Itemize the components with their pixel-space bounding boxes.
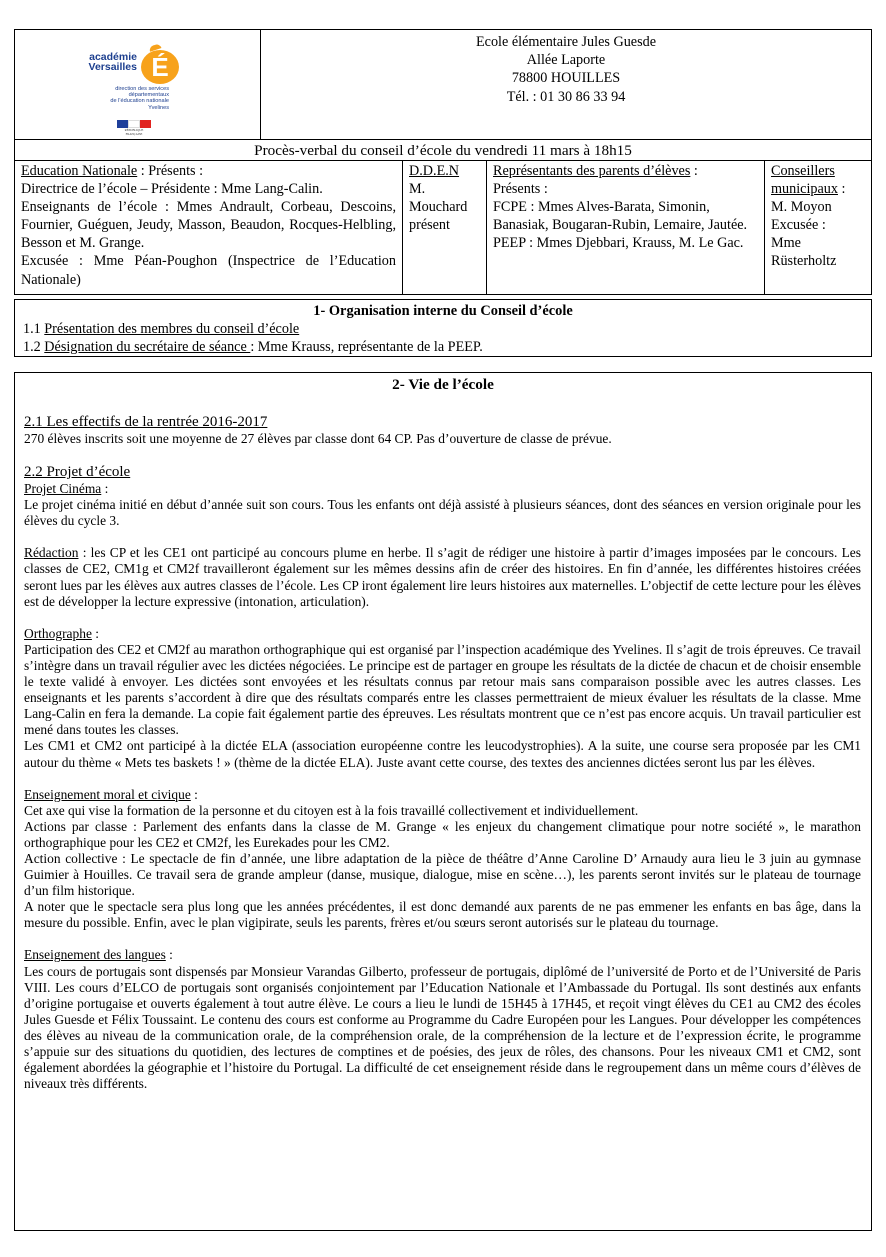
logo-e-icon: É — [141, 50, 179, 84]
logo-cell — [15, 30, 261, 139]
section1-title: 1- Organisation interne du Conseil d’école — [313, 303, 573, 319]
section1-item-2: 1.2 Désignation du secrétaire de séance : Mme Krauss, représentante de la PEEP. — [23, 339, 483, 355]
langues-text: Les cours de portugais sont dispensés par Monsieur Varandas Gilberto, professeur de portugais, diplômé de l’université de Porto et de l’Université de Paris VIII. Les cours d’ELCO de portugais sont organisés conjointement par l’Education Nationale et l’Ambassade du Portugal. Ils sont destinés aux enfants d’origine portugaise et ouverts également à tout autre élève. Le cours a lieu le lundi de 15H45 à 17H45, et reçoit vingt élèves du CE1 au CM2 des écoles Jules Guesde et Félix Toussaint. Le contenu des cours est conforme au Programme du Cadre Européen pour les Langues. Pour développer les compétences des élèves au niveau de la communication orale, de la compréhension orale, de la compréhension de la lecture et de l’expression écrite, le programme s’appuie sur des situations du quotidien, des lectures de comptines et de poésies, des jeux de rôles, des chansons. Pour les niveaux CM1 et CM2, sont également abordées la géographie et l’histoire du Portugal. La difficulté de cet enseignement réside dans le regroupement dans un même cours d’élèves de niveaux très différents. — [24, 963, 861, 1092]
moral-civique-label: Enseignement moral et civique — [24, 786, 191, 802]
header-table — [14, 29, 872, 161]
excused-inspector-line: Excusée : Mme Péan-Poughon (Inspectrice de l’Education Nationale) — [21, 253, 396, 288]
moral-text-1: Cet axe qui vise la formation de la personne et du citoyen est à la fois travaillé collectivement et individuellement. — [24, 802, 639, 818]
education-heading: Education Nationale — [21, 163, 138, 179]
dden-heading: D.D.E.N — [409, 163, 460, 179]
section1-item-1: 1.1 Présentation des membres du conseil d’école — [23, 321, 300, 337]
school-phone: Tél. : 01 30 86 33 94 — [506, 88, 626, 105]
document-title: Procès-verbal du conseil d’école du vendredi 11 mars à 18h15 — [15, 139, 871, 161]
redaction-paragraph: Rédaction : les CP et les CE1 ont participé au concours plume en herbe. Il s’agit de rédiger une histoire à partir d’images imposées par le concours. Les classes de CE2, CM1g et CM2f travailleront également sur les mêmes dessins afin de créer des histoires. En fin d’année, les différentes histoires créées seront lues par les élèves aux autres classes de l’école. Les CP iront également lire leurs histoires aux maternelles. L’objectif de cette lecture pour les élèves est de développer la lecture expressive (intonation, articulation). — [24, 545, 861, 609]
council-excused-label: Excusée : — [771, 217, 826, 234]
parents-present-label: Présents : — [493, 181, 548, 198]
redaction-label: Rédaction — [24, 545, 79, 561]
school-name: Ecole élémentaire Jules Guesde — [475, 34, 657, 50]
cinema-label: Projet Cinéma — [24, 481, 102, 497]
section2-body: 2.1 Les effectifs de la rentrée 2016-2017 270 élèves inscrits soit une moyenne de 27 élèves par classe dont 64 CP. Pas d’ouverture de classe de prévue. 2.2 Projet d’école Projet Cinéma : Le projet cinéma initié en début d’année suit son cours. Tous les enfants ont déjà assisté à plusieurs séances, dont des séances en version originale pour les élèves du cycle 3. Rédaction : les CP et les CE1 ont participé au concours plume en herbe. Il s’agit de rédiger une histoire à partir d’images imposées par le concours. Les classes de CE2, CM1g et CM2f travailleront également sur les mêmes dessins afin de créer des histoires. En fin d’année, les différentes histoires créées seront lues par les élèves aux autres classes de l’école. Les CP iront également lire leurs histoires aux maternelles. L’objectif de cette lecture pour les élèves est de développer la lecture expressive (intonation, articulation). Orthographe : Participation des CE2 et CM2f au marathon orthographique qui est organisé par l’inspection académique des Yvelines. Il s’agit de trois épreuves. Ce travail s’intègre dans un travail régulier avec les dictées négociées. Le principe est de partager en groupe les résultats de la dictée de chacun et de choisir ensemble le texte validé à envoyer. Les dictées sont envoyées et les résultats connus par retour mais sans comparaison possible avec les autres classes. Les enseignants et les parents s’accordent à dire que des résultats comparés entre les classes permettraient de mieux évaluer les résultats de la classe. Mme Lang-Calin en fera la demande. La copie fait également partie des épreuves. Les résultats montrent que ce n’est pas encore acquis. Un travail particulier est mené dans toutes les classes. Les CM1 et CM2 ont participé à la dictée ELA (association européenne contre les leucodystrophies). A la suite, une course sera proposée par les CM1 autour du thème « Mets tes baskets ! » (thème de la dictée ELA). Juste avant cette course, des textes des anciennes dictées seront lus par les élèves. Enseignement moral et civique : Cet axe qui vise la formation de la personne et du citoyen est à la fois travaillé collectivement et individuellement. Actions par classe : Parlement des enfants dans la classe de M. Grange « les enjeux du changement climatique pour notre société », le marathon orthographique pour les CE2 et CM2f, les Eurekades pour les CM2. Action collective : Le spectacle de fin d’année, une libre adaptation de la pièce de théâtre d’Anne Caroline D’ Arnaudy aura lieu le 3 juin au gymnase Guimier à Houilles. Ce travail sera de grande ampleur (danse, musique, dialogue, mise en scène…), les parents seront invités sur le plateau de tournage d’un film historique. A noter que le spectacle sera plus long que les années précédentes, il est donc demandé aux parents de ne pas emmener les enfants en bas âge, dans la mesure du possible. Enfin, avec le plan vigipirate, seuls les parents, frères et/ou sœurs seront autorisés sur le plateau du tournage. Enseignement des langues : Les cours de portugais sont dispensés par Monsieur Varandas Gilberto, professeur de portugais, diplômé de l’université de Porto et de l’Université de Paris VIII. Les cours d’ELCO de portugais sont organisés conjointement par l’Education Nationale et l’Ambassade du Portugal. Ils sont destinés aux enfants d’origine portugaise et ouverts également à tout autre élève. Le cours a lieu le lundi de 15H45 à 17H45, et reçoit vingt élèves du CE1 au CM2 des écoles Jules Guesde et Félix Toussaint. Le contenu des cours est conforme au Programme du Cadre Européen pour les Langues. Pour développer les compétences des élèves au niveau de la communication orale, de la compréhension orale, de la compréhension de la lecture et de l’expression écrite, le programme s’appuie sur des situations du quotidien, des lectures de comptines et de poésies, des jeux de rôles, des chansons. Pour les niveaux CM1 et CM2, sont également abordées la géographie et l’histoire du Portugal. La difficulté de cet enseignement réside dans le regroupement dans un même cours d’élèves de niveaux très différents. — [24, 414, 861, 1092]
parents-heading: Représentants des parents d’élèves — [493, 163, 691, 179]
dsden-caption: direction des services départementaux de l'éducation nationale Yvelines — [110, 86, 169, 111]
orthographe-text-1: Participation des CE2 et CM2f au marathon orthographique qui est organisé par l’inspection académique des Yvelines. Il s’agit de trois épreuves. Ce travail s’intègre dans un travail régulier avec les dictées négociées. Le principe est de partager en groupe les résultats de la dictée de chacun et de choisir ensemble le texte validé à envoyer. Les dictées sont envoyées et les résultats connus par retour mais sans comparaison possible avec les autres classes. Les enseignants et les parents s’accordent à dire que des résultats comparés entre les classes permettraient de mieux évaluer les résultats de la classe. Mme Lang-Calin en fera la demande. La copie fait également partie des épreuves. Les résultats montrent que ce n’est pas encore acquis. Un travail particulier est mené dans toutes les classes. — [24, 641, 861, 738]
school-street: Allée Laporte — [526, 52, 606, 69]
peep-line: PEEP : Mmes Djebbari, Krauss, M. Le Gac. — [493, 235, 744, 252]
orthographe-label: Orthographe — [24, 625, 92, 641]
orthographe-text-2: Les CM1 et CM2 ont participé à la dictée ELA (association européenne contre les leucodystrophies). A la suite, une course sera proposée par les CM1 autour du thème « Mets tes baskets ! » (thème de la dictée ELA). Juste avant cette course, des textes des anciennes dictées seront lus par les élèves. — [24, 738, 861, 770]
council-present: M. Moyon — [771, 199, 832, 216]
council-heading: Conseillers municipaux — [771, 163, 838, 198]
director-line: Directrice de l’école – Présidente : Mme Lang-Calin. — [21, 181, 323, 198]
parents-column: Représentants des parents d’élèves : Présents : FCPE : Mmes Alves-Barata, Simonin, Banasiak, Bougaran-Rubin, Lemaire, Jautée. PEEP : Mmes Djebbari, Krauss, M. Le Gac. — [487, 161, 765, 294]
republique-francaise-flag-icon: RÉPUBLIQUE FRANÇAISE — [117, 120, 151, 132]
council-column: Conseillers municipaux : M. Moyon Excusée : Mme Rüsterholtz — [765, 161, 871, 294]
moral-text-3: Action collective : Le spectacle de fin d’année, une libre adaptation de la pièce de théâtre d’Anne Caroline D’ Arnaudy aura lieu le 3 juin au gymnase Guimier à Houilles. Ce travail sera de grande ampleur (danse, musique, dialogue, mise en scène…), les parents seront invités sur le plateau de tournage d’un film historique. — [24, 850, 861, 899]
dden-status: présent — [409, 217, 450, 234]
effectifs-text: 270 élèves inscrits soit une moyenne de 27 élèves par classe dont 64 CP. Pas d’ouverture de classe de prévue. — [24, 431, 612, 446]
school-city: 78800 HOUILLES — [511, 70, 621, 87]
projet-ecole-heading: 2.2 Projet d’école — [24, 464, 131, 481]
dden-column — [403, 161, 487, 294]
langues-label: Enseignement des langues — [24, 947, 166, 963]
teachers-line: Enseignants de l’école : Mmes Andrault, Corbeau, Descoins, Fournier, Guéguen, Jeudy, Masson, Beaudon, Rocques-Helbling, Besson et M. Grange. — [21, 199, 396, 252]
fcpe-line: FCPE : Mmes Alves-Barata, Simonin, Banasiak, Bougaran-Rubin, Lemaire, Jautée. — [493, 199, 748, 234]
section-organisation — [14, 299, 872, 357]
section-vie-ecole — [14, 372, 872, 1231]
council-excused-name: Mme Rüsterholtz — [771, 235, 837, 270]
school-address — [261, 30, 871, 139]
members-table — [14, 160, 872, 295]
moral-text-2: Actions par classe : Parlement des enfants dans la classe de M. Grange « les enjeux du changement climatique pour notre société », le marathon orthographique pour les CE2 et CM2f, les Eurekades pour les CM2. — [24, 818, 861, 850]
effectifs-heading: 2.1 Les effectifs de la rentrée 2016-2017 — [24, 414, 268, 430]
education-nationale-column: Education Nationale : Présents : Directrice de l’école – Présidente : Mme Lang-Calin. Enseignants de l’école : Mmes Andrault, Corbeau, Descoins, Fournier, Guéguen, Jeudy, Masson, Beaudon, Rocques-Helbling, Besson et M. Grange. Excusée : Mme Péan-Poughon (Inspectrice de l’Education Nationale) — [15, 161, 403, 294]
academie-wordmark: académie Versailles — [88, 51, 137, 73]
moral-text-4: A noter que le spectacle sera plus long que les années précédentes, il est donc demandé aux parents de ne pas emmener les enfants en bas âge, dans la mesure du possible. Enfin, avec le plan vigipirate, seuls les parents, frères et/ou sœurs seront autorisés sur le plateau du tournage. — [24, 899, 861, 931]
section2-title: 2- Vie de l’école — [392, 376, 494, 393]
cinema-text: Le projet cinéma initié en début d’année suit son cours. Tous les enfants ont déjà assisté à plusieurs séances, dont des séances en version originale pour les élèves du cycle 3. — [24, 497, 861, 529]
academie-versailles-logo — [81, 50, 201, 136]
dden-name: M. Mouchard — [409, 181, 468, 216]
